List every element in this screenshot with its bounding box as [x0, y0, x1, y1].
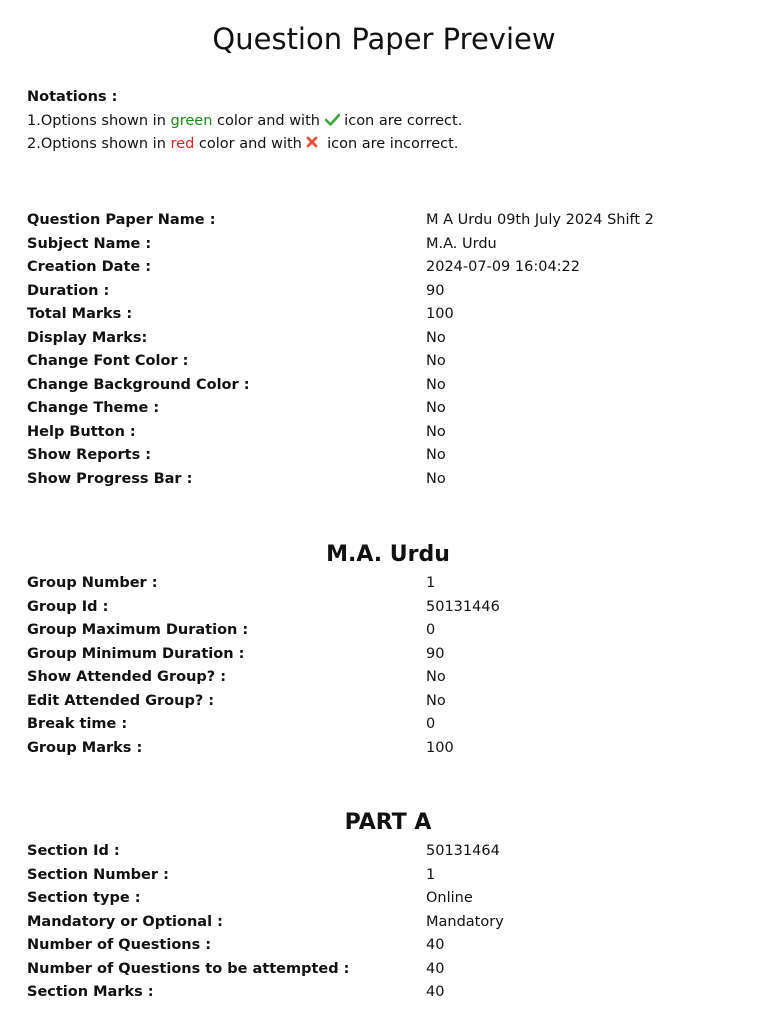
- row-value: 90: [426, 645, 445, 662]
- table-row: [27, 397, 654, 421]
- table-row: [27, 468, 654, 492]
- table-row: [27, 256, 654, 280]
- row-value: 1: [426, 575, 436, 591]
- row-value: No: [426, 423, 446, 440]
- row-label: Group Maximum Duration :: [27, 622, 249, 638]
- notation-correct-prefix: 1.Options shown in: [27, 112, 171, 129]
- notation-incorrect-suffix: icon are incorrect.: [322, 136, 459, 152]
- row-value: 50131446: [426, 598, 500, 615]
- table-row: [27, 350, 654, 374]
- table-row: [27, 327, 654, 351]
- row-label: Section Number :: [27, 866, 169, 883]
- green-word: green: [170, 112, 213, 129]
- table-row: [27, 666, 500, 690]
- table-row: [27, 690, 500, 714]
- table-row: [27, 572, 500, 596]
- page-title: Question Paper Preview: [212, 22, 556, 56]
- table-row: [27, 303, 654, 327]
- row-value: 40: [426, 960, 445, 977]
- row-label: Number of Questions :: [27, 937, 212, 953]
- row-label: Mandatory or Optional :: [27, 913, 223, 930]
- row-value: No: [426, 329, 446, 346]
- row-value: M A Urdu 09th July 2024 Shift 2: [426, 212, 654, 228]
- table-row: [27, 911, 504, 935]
- row-label: Show Progress Bar :: [27, 470, 193, 487]
- row-label: Creation Date :: [27, 259, 152, 275]
- row-value: M.A. Urdu: [426, 235, 497, 252]
- row-label: Total Marks :: [27, 306, 133, 322]
- notation-correct: [27, 110, 462, 134]
- row-label: Change Background Color :: [27, 376, 250, 393]
- row-label: Section type :: [27, 890, 141, 906]
- table-row: [27, 864, 504, 888]
- row-value: Mandatory: [426, 913, 504, 930]
- notations: [27, 86, 462, 157]
- row-value: 100: [426, 739, 454, 756]
- notation-correct-suffix: icon are correct.: [339, 112, 463, 129]
- row-value: 50131464: [426, 843, 500, 859]
- row-value: No: [426, 447, 446, 463]
- table-row: [27, 444, 654, 468]
- row-value: No: [426, 470, 446, 487]
- row-label: Section Id :: [27, 843, 120, 859]
- row-label: Edit Attended Group? :: [27, 692, 215, 709]
- row-label: Display Marks:: [27, 329, 148, 346]
- table-row: [27, 737, 500, 761]
- table-row: [27, 643, 500, 667]
- table-row: [27, 209, 654, 233]
- row-value: 1: [426, 866, 436, 883]
- row-value: 40: [426, 984, 445, 1000]
- table-row: [27, 887, 504, 911]
- row-value: Online: [426, 890, 473, 906]
- table-row: [27, 596, 500, 620]
- row-value: 0: [426, 622, 436, 638]
- table-row: [27, 280, 654, 304]
- red-word: red: [170, 136, 195, 152]
- notation-incorrect: [27, 133, 462, 157]
- row-value: No: [426, 376, 446, 393]
- row-value: No: [426, 400, 446, 416]
- table-row: [27, 934, 504, 958]
- row-value: 2024-07-09 16:04:22: [426, 259, 580, 275]
- row-value: No: [426, 692, 446, 709]
- row-label: Subject Name :: [27, 235, 152, 252]
- row-label: Group Minimum Duration :: [27, 645, 245, 662]
- row-label: Group Id :: [27, 598, 109, 615]
- group-info-table: [27, 572, 500, 760]
- row-label: Show Reports :: [27, 447, 152, 463]
- notation-incorrect-prefix: 2.Options shown in: [27, 136, 171, 152]
- notation-incorrect-middle: color and with: [194, 136, 307, 152]
- row-label: Break time :: [27, 716, 128, 732]
- row-value: 40: [426, 937, 445, 953]
- table-row: [27, 619, 500, 643]
- row-value: 0: [426, 716, 436, 732]
- row-label: Group Marks :: [27, 739, 143, 756]
- notation-correct-middle: color and with: [212, 112, 325, 129]
- row-label: Change Theme :: [27, 400, 160, 416]
- table-row: [27, 421, 654, 445]
- row-value: No: [426, 669, 446, 685]
- group-heading: M.A. Urdu: [326, 542, 450, 567]
- row-label: Change Font Color :: [27, 353, 189, 369]
- row-value: 100: [426, 306, 454, 322]
- row-value: No: [426, 353, 446, 369]
- paper-info-table: [27, 209, 654, 491]
- table-row: [27, 958, 504, 982]
- row-label: Number of Questions to be attempted :: [27, 960, 350, 977]
- section-heading: PART A: [344, 810, 432, 835]
- table-row: [27, 713, 500, 737]
- check-icon: [325, 113, 340, 126]
- table-row: [27, 840, 504, 864]
- row-label: Help Button :: [27, 423, 136, 440]
- table-row: [27, 981, 504, 1005]
- section-info-table: [27, 840, 504, 1005]
- row-label: Duration :: [27, 282, 110, 299]
- row-value: 90: [426, 282, 445, 299]
- cross-icon: [306, 136, 318, 148]
- row-label: Show Attended Group? :: [27, 669, 227, 685]
- row-label: Section Marks :: [27, 984, 154, 1000]
- table-row: [27, 374, 654, 398]
- notations-heading: Notations :: [27, 89, 118, 105]
- row-label: Question Paper Name :: [27, 212, 216, 228]
- table-row: [27, 233, 654, 257]
- row-label: Group Number :: [27, 575, 158, 591]
